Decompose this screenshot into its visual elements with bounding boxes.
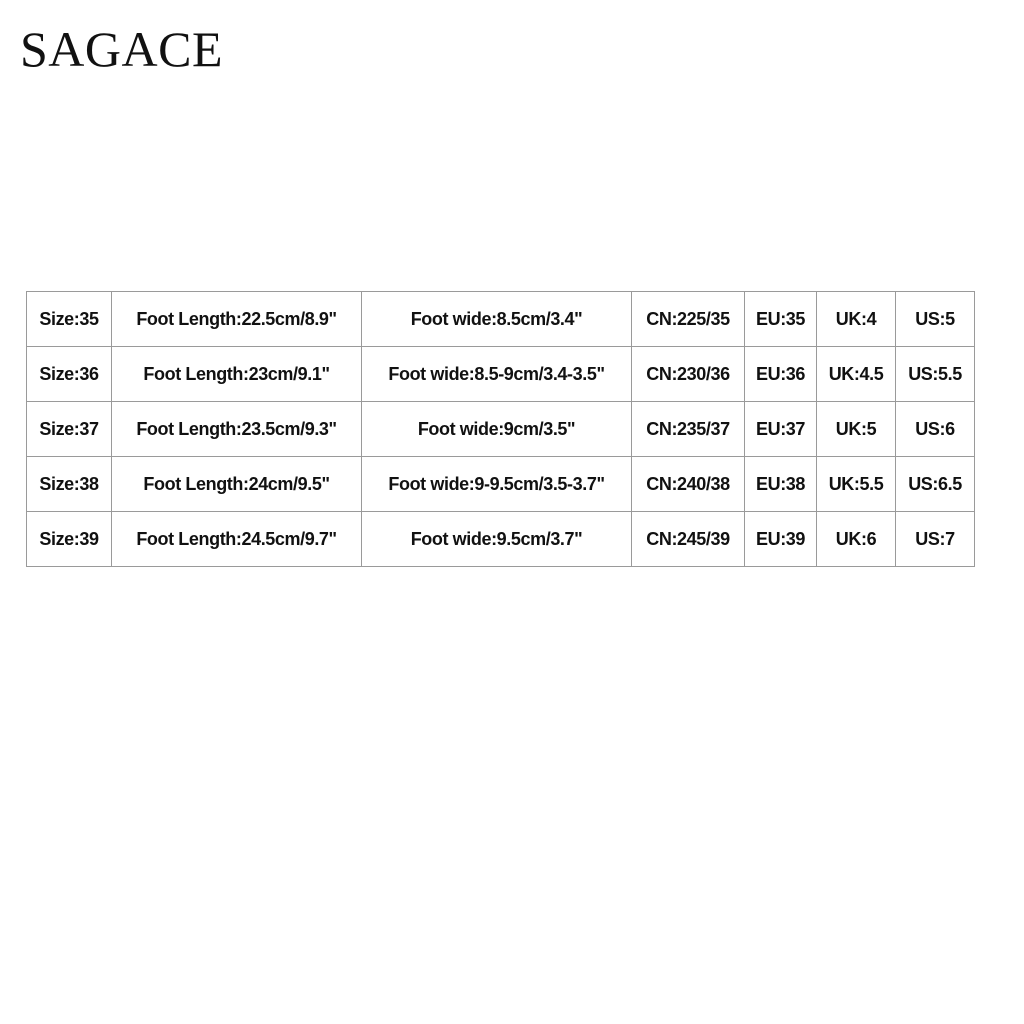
uk-size-cell: UK:5: [817, 402, 896, 457]
foot-width-cell: Foot wide:8.5-9cm/3.4-3.5": [362, 347, 632, 402]
eu-size-cell: EU:35: [745, 292, 817, 347]
cn-size-cell: CN:225/35: [632, 292, 745, 347]
cn-size-cell: CN:235/37: [632, 402, 745, 457]
eu-size-cell: EU:37: [745, 402, 817, 457]
table-row: [27, 347, 975, 402]
foot-length-cell: Foot Length:23cm/9.1": [112, 347, 362, 402]
uk-size-cell: UK:6: [817, 512, 896, 567]
table-row: [27, 457, 975, 512]
uk-size-cell: UK:5.5: [817, 457, 896, 512]
cn-size-cell: CN:230/36: [632, 347, 745, 402]
table-row: [27, 402, 975, 457]
eu-size-cell: EU:36: [745, 347, 817, 402]
size-cell: Size:38: [27, 457, 112, 512]
us-size-cell: US:6: [896, 402, 975, 457]
foot-width-cell: Foot wide:9cm/3.5": [362, 402, 632, 457]
size-cell: Size:35: [27, 292, 112, 347]
foot-length-cell: Foot Length:23.5cm/9.3": [112, 402, 362, 457]
us-size-cell: US:5: [896, 292, 975, 347]
foot-width-cell: Foot wide:9-9.5cm/3.5-3.7": [362, 457, 632, 512]
foot-width-cell: Foot wide:8.5cm/3.4": [362, 292, 632, 347]
foot-length-cell: Foot Length:22.5cm/8.9": [112, 292, 362, 347]
us-size-cell: US:7: [896, 512, 975, 567]
cn-size-cell: CN:240/38: [632, 457, 745, 512]
eu-size-cell: EU:39: [745, 512, 817, 567]
foot-length-cell: Foot Length:24.5cm/9.7": [112, 512, 362, 567]
table-row: [27, 512, 975, 567]
us-size-cell: US:6.5: [896, 457, 975, 512]
brand-logo-text: SAGACE: [20, 21, 224, 77]
uk-size-cell: UK:4: [817, 292, 896, 347]
uk-size-cell: UK:4.5: [817, 347, 896, 402]
size-chart-table: [26, 291, 975, 567]
us-size-cell: US:5.5: [896, 347, 975, 402]
eu-size-cell: EU:38: [745, 457, 817, 512]
table-row: [27, 292, 975, 347]
foot-width-cell: Foot wide:9.5cm/3.7": [362, 512, 632, 567]
cn-size-cell: CN:245/39: [632, 512, 745, 567]
size-cell: Size:36: [27, 347, 112, 402]
size-cell: Size:39: [27, 512, 112, 567]
foot-length-cell: Foot Length:24cm/9.5": [112, 457, 362, 512]
size-cell: Size:37: [27, 402, 112, 457]
